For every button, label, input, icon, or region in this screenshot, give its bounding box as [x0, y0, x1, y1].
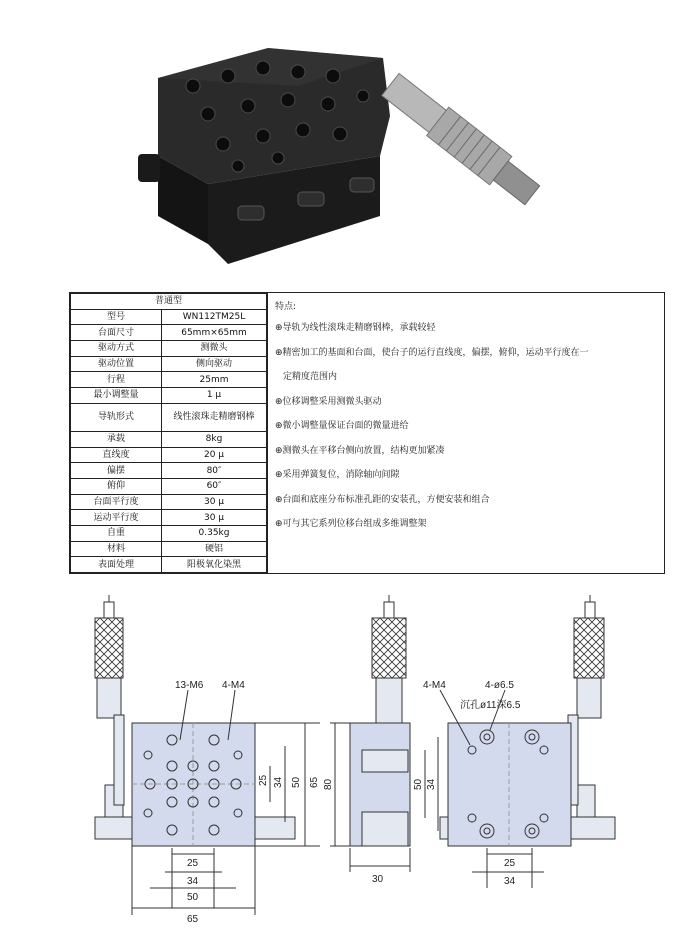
spec-value: 0.35kg	[162, 525, 267, 541]
dim-65-horizontal: 65	[187, 914, 199, 925]
product-photo	[118, 6, 588, 282]
technical-drawing	[80, 590, 620, 930]
feature-item: ⊕位移调整采用测微头驱动	[275, 396, 382, 407]
spec-key: 自重	[71, 525, 162, 541]
dim-50-vertical-right: 50	[413, 778, 424, 790]
features-title: 特点:	[275, 302, 297, 312]
spec-value: 硬铝	[162, 541, 267, 557]
feature-item: ⊕微小调整量保证台面的微量进给	[275, 421, 409, 431]
spec-key: 偏摆	[71, 463, 162, 479]
label-4-m4-right: 4-M4	[423, 680, 446, 691]
side-view	[323, 595, 410, 885]
feature-item: ⊕测微头在平移台侧向放置，结构更加紧凑	[275, 445, 445, 456]
dim-25-horizontal-right: 25	[504, 858, 516, 869]
spec-value: 侧向驱动	[162, 356, 267, 372]
spec-key: 驱动方式	[71, 341, 162, 357]
dim-50-vertical: 50	[291, 776, 302, 788]
label-13-m6: 13-M6	[175, 680, 204, 691]
feature-item: 定精度范围内	[283, 372, 338, 382]
dim-34-horizontal-right: 34	[504, 876, 516, 887]
spec-value: 80″	[162, 463, 267, 479]
label-counterbore: 沉孔ø11深6.5	[460, 700, 521, 711]
dim-25-horizontal: 25	[187, 858, 199, 869]
spec-value: 20 μ	[162, 447, 267, 463]
spec-key: 最小调整量	[71, 388, 162, 404]
feature-item: ⊕台面和底座分布标准孔距的安装孔，方便安装和组合	[275, 494, 490, 505]
feature-item: ⊕可与其它系列位移台组成多维调整架	[275, 519, 427, 529]
spec-key: 表面处理	[71, 557, 162, 573]
spec-value: WN112TM25L	[162, 309, 267, 325]
dim-80-vertical: 80	[323, 778, 334, 790]
spec-value: 线性滚珠走精磨钢棒	[162, 403, 267, 431]
spec-value: 1 μ	[162, 388, 267, 404]
spec-value: 阳极氧化染黑	[162, 557, 267, 573]
spec-value: 65mm×65mm	[162, 325, 267, 341]
spec-key: 行程	[71, 372, 162, 388]
dim-34-vertical-right: 34	[426, 778, 437, 790]
spec-key: 导轨形式	[71, 403, 162, 431]
bottom-view-right	[413, 595, 615, 888]
label-4-d6-5: 4-ø6.5	[485, 680, 514, 691]
spec-key: 直线度	[71, 447, 162, 463]
dim-65-vertical: 65	[309, 776, 320, 788]
spec-key: 台面平行度	[71, 494, 162, 510]
dim-30-horizontal: 30	[372, 874, 384, 885]
spec-key: 运动平行度	[71, 510, 162, 526]
spec-key: 材料	[71, 541, 162, 557]
spec-value: 30 μ	[162, 510, 267, 526]
features-list	[275, 299, 660, 543]
feature-item: ⊕精密加工的基面和台面，使台子的运行直线度，偏摆，俯仰，运动平行度在一	[275, 347, 589, 358]
spec-value: 60″	[162, 478, 267, 494]
dim-34-vertical: 34	[273, 776, 284, 788]
feature-item: ⊕采用弹簧复位，消除轴向间隙	[275, 470, 400, 480]
spec-value: 30 μ	[162, 494, 267, 510]
feature-item: ⊕导轨为线性滚珠走精磨钢棒，承载较轻	[275, 323, 436, 333]
spec-value: 测微头	[162, 341, 267, 357]
spec-value: 25mm	[162, 372, 267, 388]
label-4-m4-left: 4-M4	[222, 680, 245, 691]
spec-key: 台面尺寸	[71, 325, 162, 341]
spec-key: 承载	[71, 431, 162, 447]
spec-panel	[69, 292, 665, 574]
column-divider	[267, 293, 268, 573]
spec-key: 俯仰	[71, 478, 162, 494]
top-view-left	[95, 595, 320, 925]
spec-table-header: 普通型	[71, 294, 267, 310]
spec-key: 驱动位置	[71, 356, 162, 372]
dim-50-horizontal: 50	[187, 892, 199, 903]
dim-25-vertical: 25	[258, 774, 269, 786]
spec-value: 8kg	[162, 431, 267, 447]
spec-table	[70, 293, 267, 573]
dim-34-horizontal: 34	[187, 876, 199, 887]
spec-key: 型号	[71, 309, 162, 325]
